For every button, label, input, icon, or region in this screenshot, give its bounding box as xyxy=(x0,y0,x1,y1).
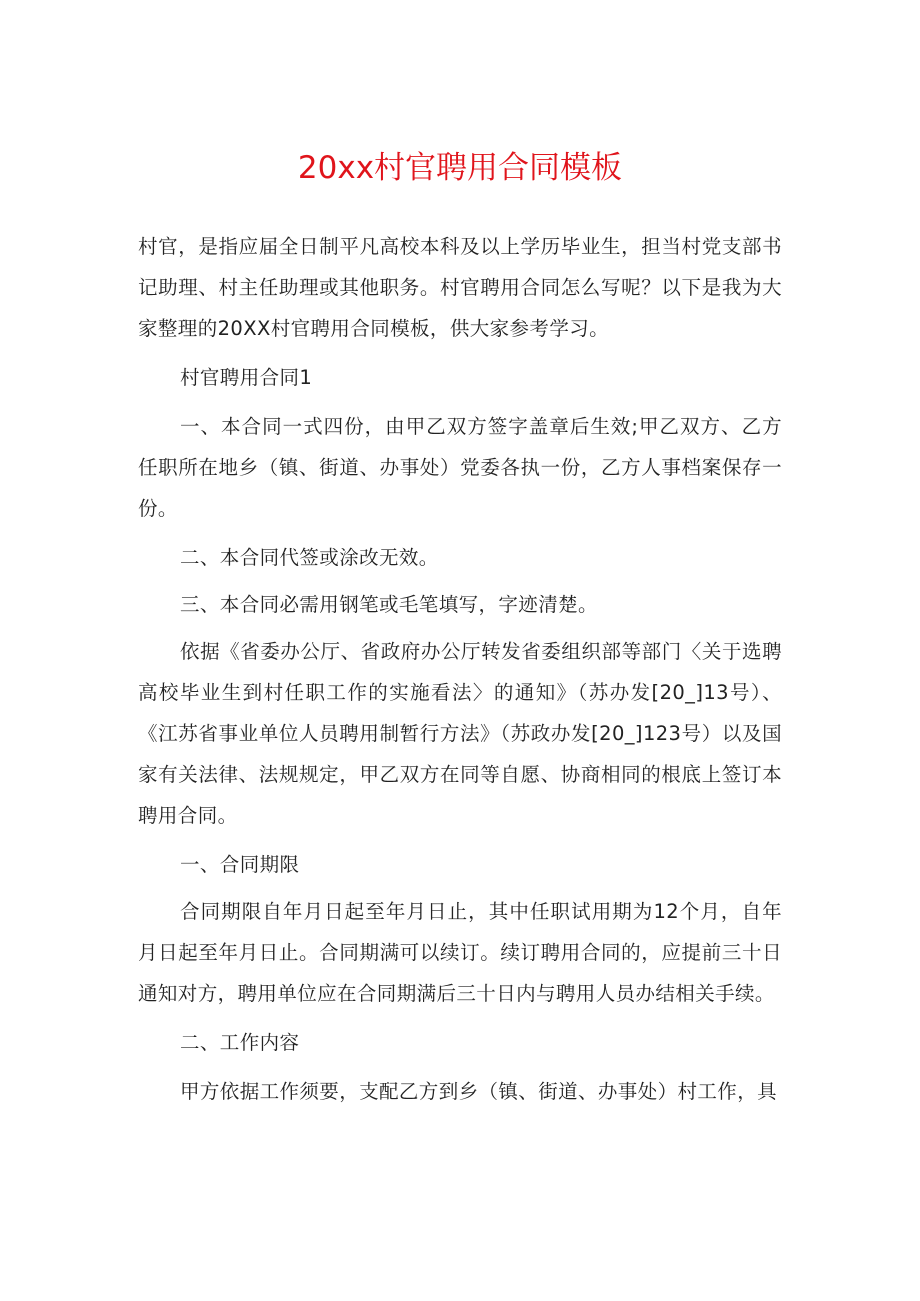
document-title: 20xx村官聘用合同模板 xyxy=(297,150,623,186)
contract-heading: 村官聘用合同1 xyxy=(180,366,313,389)
clause-no-alteration-paragraph: 二、本合同代签或涂改无效。 xyxy=(180,546,439,569)
clause-copies-paragraph: 一、本合同一式四份，由甲乙双方签字盖章后生效;甲乙双方、乙方任职所在地乡（镇、街道、办事处）党委各执一份，乙方人事档案保存一份。 xyxy=(138,415,782,520)
work-paragraph: 甲方依据工作须要，支配乙方到乡（镇、街道、办事处）村工作，具 xyxy=(180,1080,778,1103)
intro-paragraph: 村官，是指应届全日制平凡高校本科及以上学历毕业生，担当村党支部书记助理、村主任助理或其他职务。村官聘用合同怎么写呢？以下是我为大家整理的20XX村官聘用合同模板，供大家参考学习。 xyxy=(138,235,782,340)
document-body xyxy=(138,226,782,1112)
section-work-heading: 二、工作内容 xyxy=(180,1031,300,1054)
term-paragraph: 合同期限自年月日起至年月日止，其中任职试用期为12个月，自年月日起至年月日止。合同期满可以续订。续订聘用合同的，应提前三十日通知对方，聘用单位应在合同期满后三十日内与聘用人员办结相关手续。 xyxy=(138,900,782,1005)
clause-pen-paragraph: 三、本合同必需用钢笔或毛笔填写，字迹清楚。 xyxy=(180,593,598,616)
legal-basis-paragraph: 依据《省委办公厅、省政府办公厅转发省委组织部等部门〈关于选聘高校毕业生到村任职工作的实施看法〉的通知》（苏办发[20_]13号）、《江苏省事业单位人员聘用制暂行方法》（苏政办发[20_]123号）以及国家有关法律、法规规定，甲乙双方在同等自愿、协商相同的根底上签订本聘用合同。 xyxy=(138,640,782,827)
section-term-heading: 一、合同期限 xyxy=(180,853,300,876)
